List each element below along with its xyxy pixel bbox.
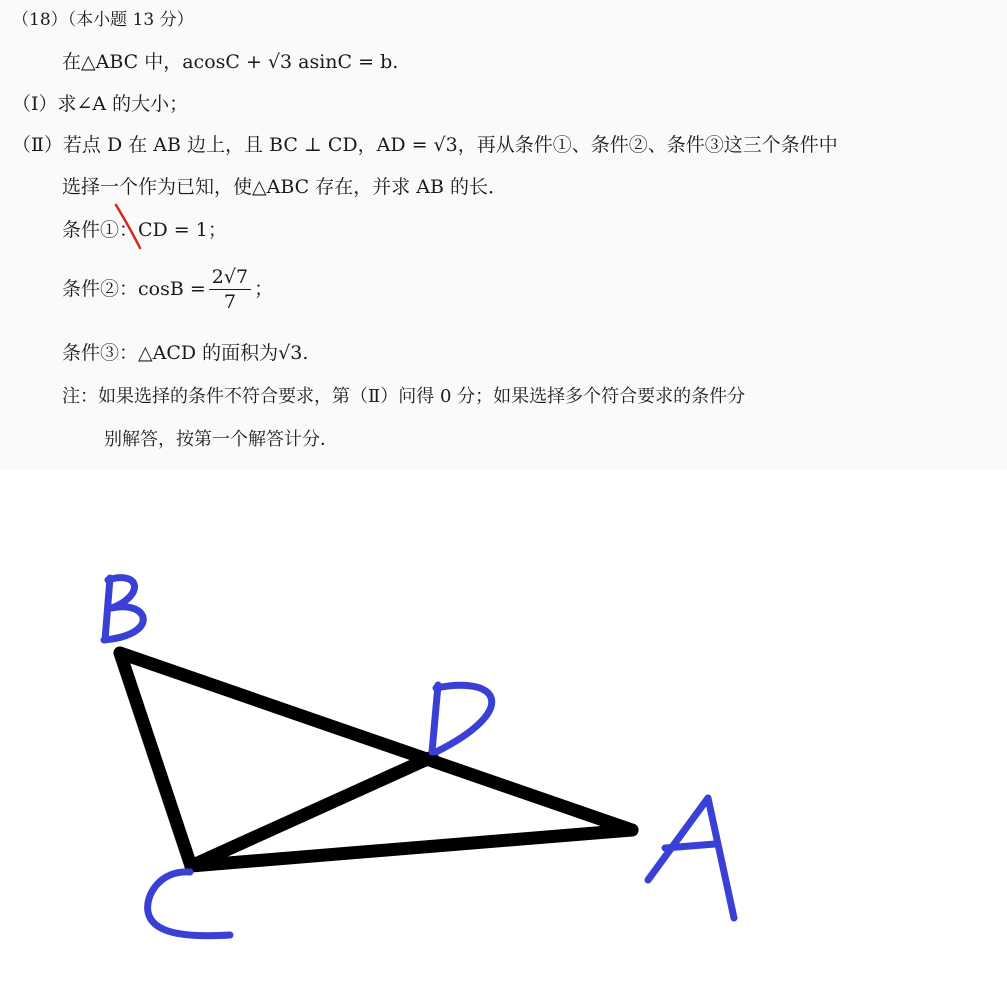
problem-statement: [0, 0, 1007, 470]
handwritten-triangle-figure: [0, 470, 1007, 987]
condition-two-suffix: ；: [254, 278, 274, 300]
label-c-handwritten: [148, 872, 230, 936]
segment-bc: [120, 653, 191, 866]
condition-two-prefix: 条件②：cosB =: [62, 278, 206, 300]
problem-header: （18）（本小题 13 分）: [12, 10, 194, 30]
note-line-one: 注：如果选择的条件不符合要求，第（Ⅱ）问得 0 分；如果选择多个符合要求的条件分: [62, 386, 746, 407]
given-equation: 在△ABC 中，acosC + √3 asinC = b.: [62, 51, 399, 73]
condition-three: 条件③：△ACD 的面积为√3.: [62, 342, 309, 364]
fraction-numerator: 2√7: [209, 265, 251, 290]
condition-two-fraction: [209, 265, 251, 314]
condition-one: 条件①：CD = 1；: [62, 219, 227, 241]
label-d-handwritten: [432, 685, 492, 752]
fraction-denominator: 7: [223, 290, 236, 313]
part-one-question: （Ⅰ）求∠A 的大小；: [12, 93, 189, 115]
label-a-handwritten: [648, 798, 734, 918]
label-b-handwritten: [104, 578, 143, 640]
triangle-sketch: [0, 470, 1007, 987]
part-two-question-line2: 选择一个作为已知，使△ABC 存在，并求 AB 的长．: [62, 176, 507, 198]
note-line-two: 别解答，按第一个解答计分．: [104, 429, 338, 450]
condition-two: [62, 263, 273, 315]
segment-ba: [120, 653, 632, 830]
part-two-question-line1: （Ⅱ）若点 D 在 AB 边上，且 BC ⊥ CD，AD = √3，再从条件①、条件②、条件③这三个条件中: [12, 134, 838, 156]
